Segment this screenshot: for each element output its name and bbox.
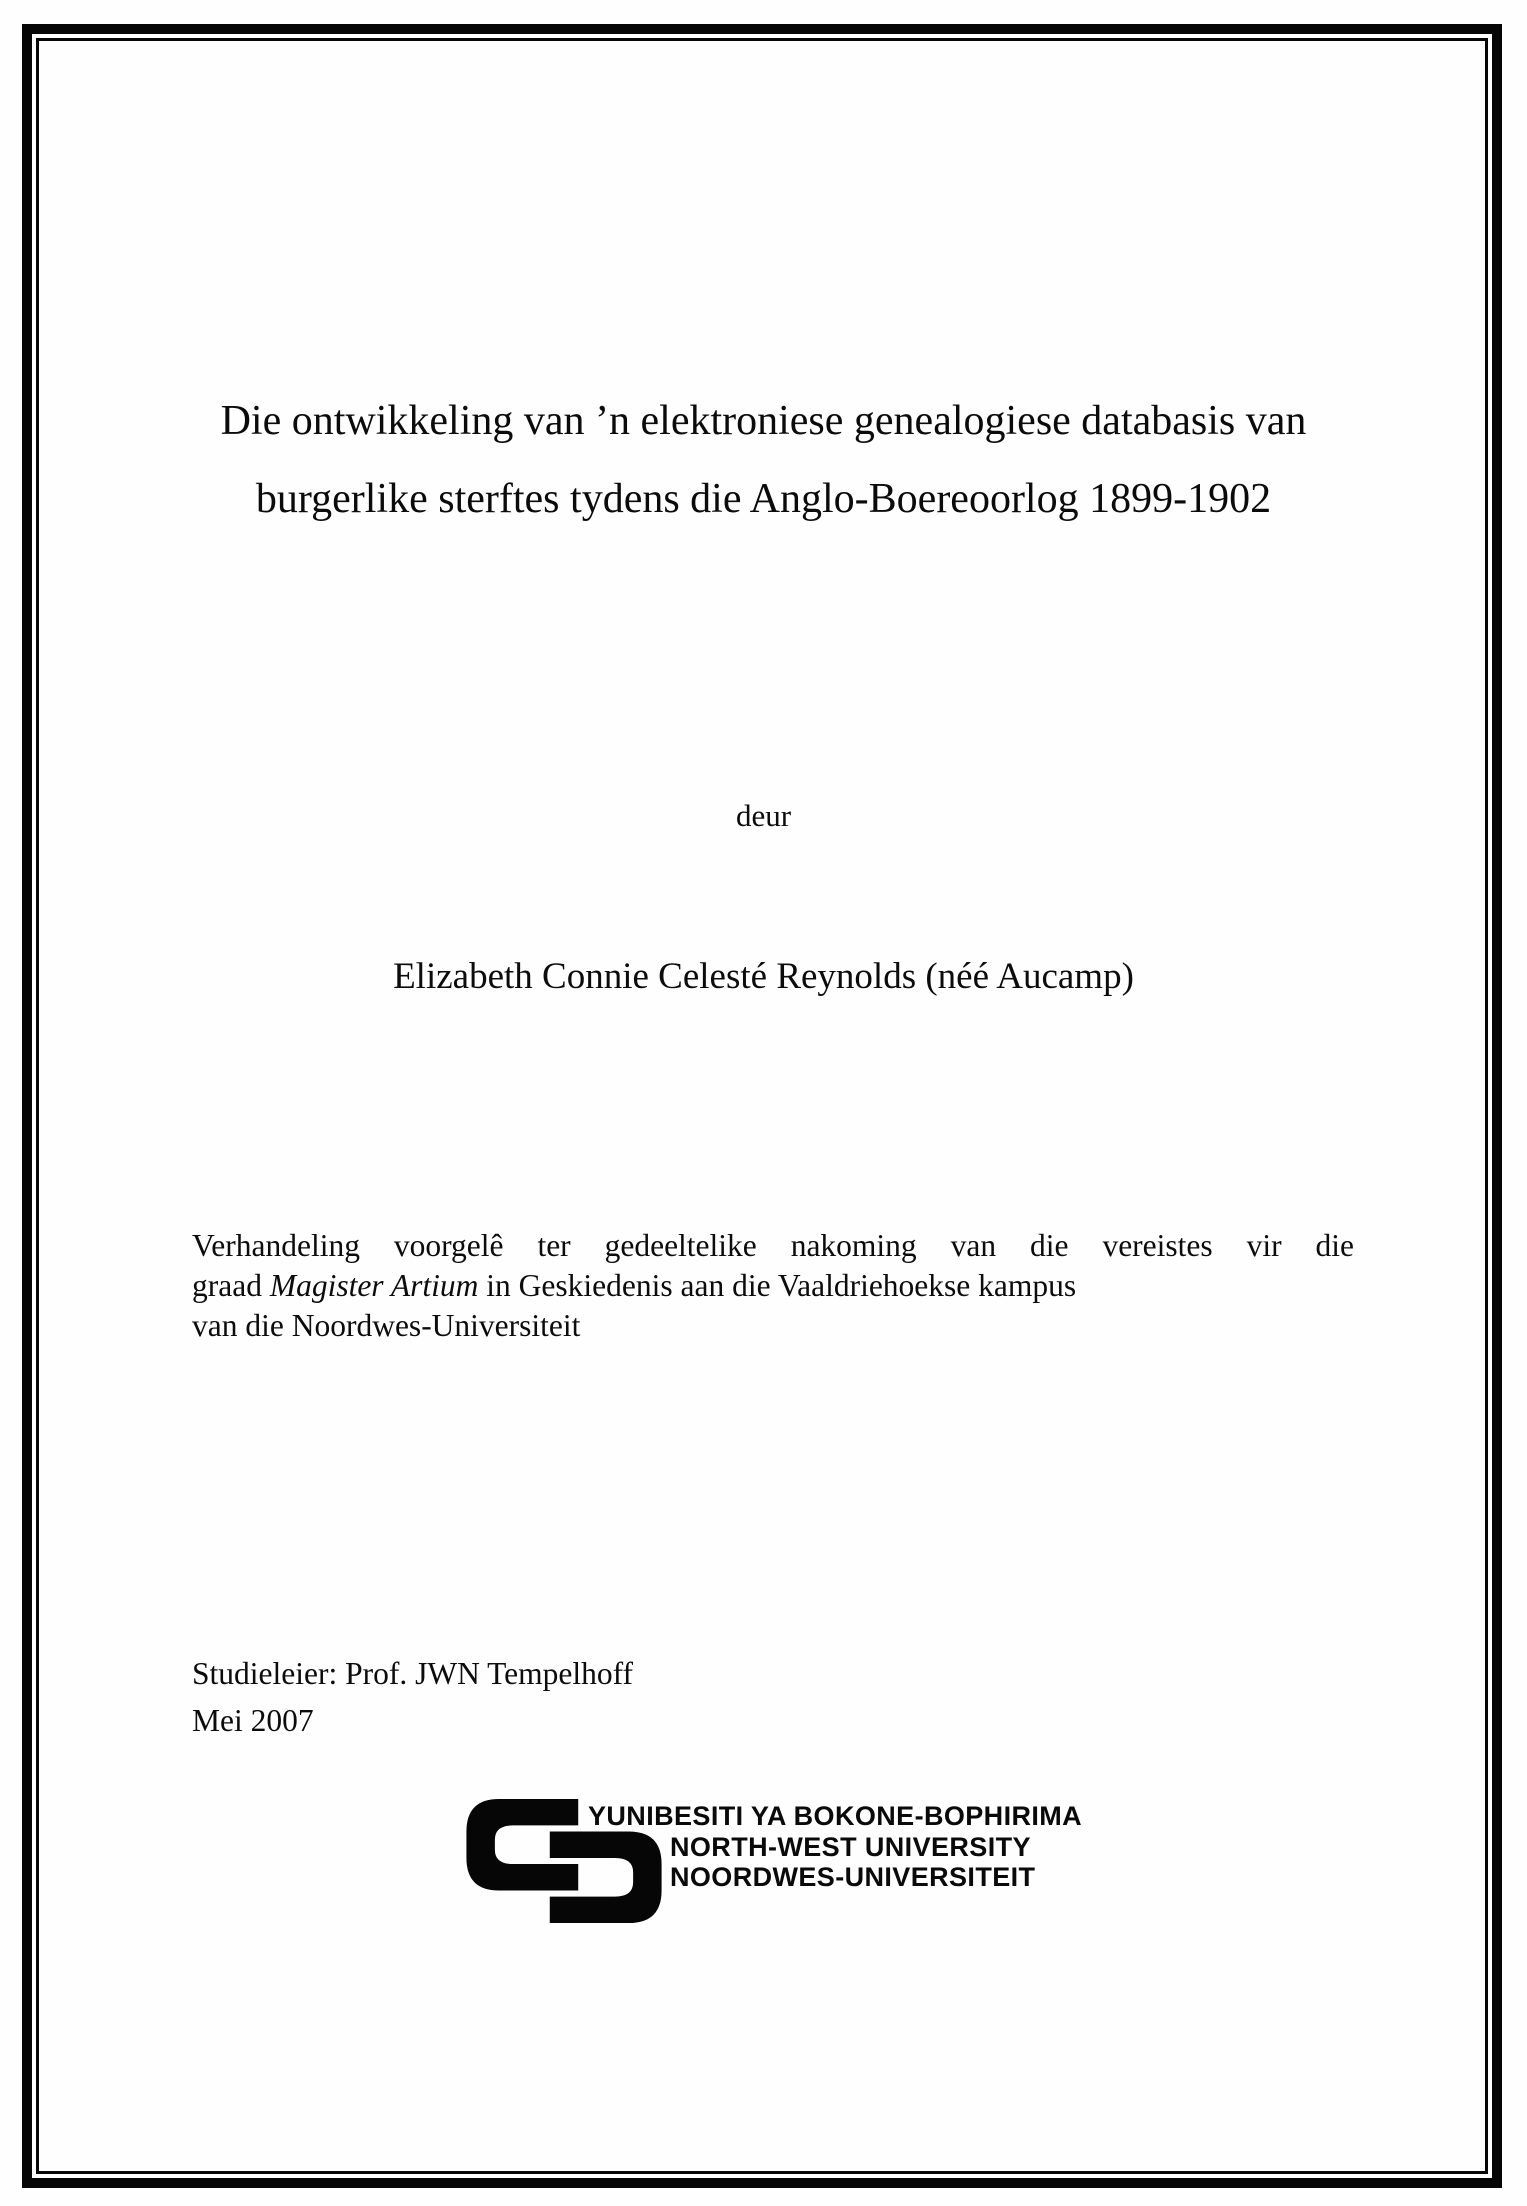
logo-text-setswana: YUNIBESITI YA BOKONE-BOPHIRIMA <box>588 1801 1083 1831</box>
author-name: Elizabeth Connie Celesté Reynolds (néé Aucamp) <box>393 956 1134 997</box>
supervisor-block <box>192 1650 633 1744</box>
title-line-2: burgerlike sterftes tydens die Anglo-Boereoorlog 1899-1902 <box>255 476 1272 522</box>
statement-line-3: van die Noordwes-Universiteit <box>192 1308 581 1343</box>
degree-statement <box>192 1226 1354 1346</box>
byline-label: deur <box>735 798 792 833</box>
date-line: Mei 2007 <box>192 1703 314 1738</box>
title-line-1: Die ontwikkeling van ’n elektroniese genealogiese databasis van <box>220 398 1307 444</box>
degree-name-italic: Magister Artium <box>269 1268 479 1303</box>
statement-line-2-post: in Geskiedenis aan die Vaaldriehoekse kampus <box>478 1268 1077 1303</box>
statement-line-2 <box>192 1266 1354 1306</box>
logo-text-english: NORTH-WEST UNIVERSITY <box>670 1832 1031 1862</box>
statement-line-1: Verhandeling voorgelê ter gedeeltelike nakoming van die vereistes vir die <box>192 1228 1354 1263</box>
statement-line-2-pre: graad <box>192 1268 270 1303</box>
supervisor-line: Studieleier: Prof. JWN Tempelhoff <box>192 1656 634 1691</box>
logo-text-afrikaans: NOORDWES-UNIVERSITEIT <box>670 1862 1036 1892</box>
thesis-title <box>0 382 1527 538</box>
